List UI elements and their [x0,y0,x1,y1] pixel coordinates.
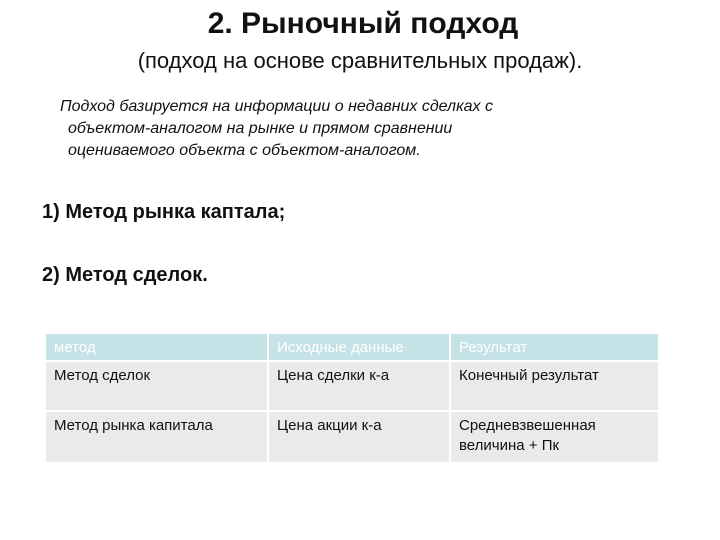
header-method: метод [46,334,268,361]
cell-result: Средневзвешенная величина + Пк [450,411,658,462]
table-header-row [46,334,658,361]
intro-line-3: оцениваемого объекта с объектом-аналогом. [68,142,421,159]
table-row [46,361,658,411]
table-row [46,411,658,462]
intro-line-2: объектом-аналогом на рынке и прямом сравнении [68,120,453,137]
header-input-data: Исходные данные [268,334,450,361]
intro-line-1: Подход базируется на информации о недавних сделках с [60,98,493,115]
slide-subtitle: (подход на основе сравнительных продаж). [137,48,583,73]
cell-input-data: Цена акции к-а [268,411,450,462]
cell-result: Конечный результат [450,361,658,411]
cell-method: Метод рынка капитала [46,411,268,462]
intro-paragraph [60,96,660,162]
cell-input-data: Цена сделки к-а [268,361,450,411]
cell-method: Метод сделок [46,361,268,411]
methods-table [46,334,658,462]
method-item-deals: 2) Метод сделок. [42,264,208,286]
method-item-capital-market: 1) Метод рынка каптала; [42,201,286,223]
header-result: Результат [450,334,658,361]
slide-title: 2. Рыночный подход [207,7,519,40]
